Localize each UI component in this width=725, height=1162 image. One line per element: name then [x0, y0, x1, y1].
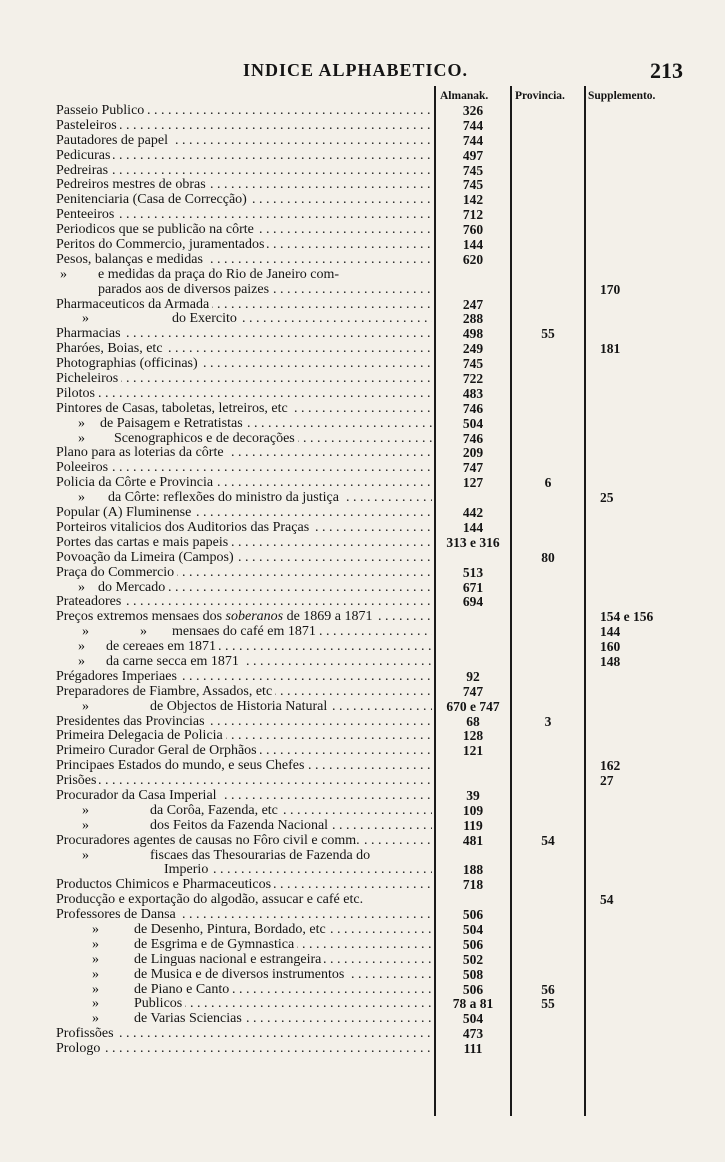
entry-label: Plano para as loterias da côrte . . .: [56, 446, 432, 461]
index-entry: [0, 268, 725, 283]
supplemento-ref: 170: [600, 281, 621, 297]
almanak-ref: 747: [462, 460, 484, 476]
index-entries: [0, 104, 725, 1057]
ditto-mark: »: [92, 951, 99, 967]
entry-label: Professores de Dansa . . .: [56, 908, 432, 923]
index-entry: [0, 149, 725, 164]
index-entry: [0, 1012, 725, 1027]
ditto-mark: »: [78, 430, 85, 446]
index-entry: [0, 819, 725, 834]
index-entry: [0, 938, 725, 953]
index-entry: [0, 119, 725, 134]
entry-label: da Corôa, Fazenda, etc . . .: [150, 804, 432, 819]
entry-label: Preços extremos mensaes dos soberanos de 1869 a 1871 . . .: [56, 610, 432, 625]
index-entry: [0, 1027, 725, 1042]
index-entry: [0, 417, 725, 432]
almanak-ref: 127: [462, 475, 484, 491]
ditto-mark: »: [78, 490, 85, 506]
almanak-ref: 504: [462, 921, 484, 937]
entry-label: Praça do Commercio . . .: [56, 566, 432, 581]
almanak-ref: 109: [462, 802, 484, 818]
almanak-ref: 481: [462, 832, 484, 848]
entry-label: Poleeiros . . .: [56, 461, 432, 476]
index-entry: [0, 566, 725, 581]
almanak-ref: 744: [462, 132, 484, 148]
entry-label: Pautadores de papel . . .: [56, 134, 432, 149]
almanak-ref: 483: [462, 385, 484, 401]
column-header-supplemento: Supplemento.: [588, 90, 656, 102]
index-entry: [0, 536, 725, 551]
supplemento-ref: 144: [600, 624, 621, 640]
almanak-ref: 504: [462, 1011, 484, 1027]
entry-label: Preparadores de Fiambre, Assados, etc . . .: [56, 685, 432, 700]
index-entry: [0, 342, 725, 357]
entry-label: Picheleiros . . .: [56, 372, 432, 387]
entry-label: mensaes do café em 1871 . . .: [172, 625, 432, 640]
almanak-ref: 249: [462, 341, 484, 357]
almanak-ref: 144: [462, 519, 484, 535]
entry-label: Producção e exportação do algodão, assucar e café etc.: [56, 893, 432, 908]
almanak-ref: 68: [466, 713, 480, 729]
index-entry: [0, 983, 725, 998]
index-entry: [0, 238, 725, 253]
index-entry: [0, 506, 725, 521]
index-entry: [0, 208, 725, 223]
almanak-ref: 513: [462, 564, 484, 580]
index-entry: [0, 521, 725, 536]
almanak-ref: 326: [462, 103, 484, 118]
index-entry: [0, 372, 725, 387]
page-number: 213: [650, 58, 683, 83]
index-entry: [0, 581, 725, 596]
entry-label: dos Feitos da Fazenda Nacional . . .: [150, 819, 432, 834]
entry-label: fiscaes das Thesourarias de Fazenda do: [150, 849, 432, 864]
provincia-ref: 6: [544, 475, 552, 491]
index-entry: [0, 863, 725, 878]
entry-label: Procurador da Casa Imperial . . .: [56, 789, 432, 804]
index-entry: [0, 402, 725, 417]
almanak-ref: 144: [462, 237, 484, 253]
almanak-ref: 671: [462, 579, 484, 595]
almanak-ref: 506: [462, 936, 484, 952]
entry-label: Primeiro Curador Geral de Orphãos . . .: [56, 744, 432, 759]
index-entry: [0, 178, 725, 193]
ditto-mark: »: [82, 698, 89, 714]
index-entry: [0, 610, 725, 625]
ditto-mark: »: [82, 311, 89, 327]
ditto-mark: »: [78, 579, 85, 595]
index-entry: [0, 893, 725, 908]
index-entry: [0, 551, 725, 566]
index-entry: [0, 223, 725, 238]
entry-label: e medidas da praça do Rio de Janeiro com-: [98, 268, 432, 283]
index-entry: [0, 461, 725, 476]
index-entry: [0, 164, 725, 179]
index-entry: [0, 640, 725, 655]
entry-label: Pesos, balanças e medidas . . .: [56, 253, 432, 268]
almanak-ref: 288: [462, 311, 484, 327]
almanak-ref: 745: [462, 162, 484, 178]
almanak-ref: 39: [466, 787, 480, 803]
ditto-mark: »: [92, 996, 99, 1012]
entry-label: Peritos do Commercio, juramentados . . .: [56, 238, 432, 253]
entry-label: Scenographicos e de decorações . . .: [114, 432, 432, 447]
ditto-mark: »: [82, 847, 89, 863]
index-entry: [0, 193, 725, 208]
almanak-ref: 745: [462, 177, 484, 193]
supplemento-ref: 25: [600, 490, 614, 506]
ditto-mark: »: [78, 415, 85, 431]
ditto-mark: »: [140, 624, 147, 640]
almanak-ref: 121: [462, 743, 484, 759]
entry-label: da carne secca em 1871 . . .: [106, 655, 432, 670]
ditto-mark: »: [78, 639, 85, 655]
entry-label: Povoação da Limeira (Campos) . . .: [56, 551, 432, 566]
entry-label: Photographias (officinas) . . .: [56, 357, 432, 372]
provincia-ref: 56: [541, 981, 555, 997]
supplemento-ref: 148: [600, 653, 621, 669]
index-entry: [0, 476, 725, 491]
almanak-ref: 442: [462, 505, 484, 521]
index-entry: [0, 849, 725, 864]
page-header: [0, 60, 725, 84]
ditto-mark: »: [92, 1011, 99, 1027]
index-entry: [0, 997, 725, 1012]
entry-label: de Varias Sciencias . . .: [134, 1012, 432, 1027]
index-entry: [0, 387, 725, 402]
entry-label: de Linguas nacional e estrangeira . . .: [134, 953, 432, 968]
entry-label: Periodicos que se publicão na côrte . . .: [56, 223, 432, 238]
entry-label: de Musica e de diversos instrumentos . . .: [134, 968, 432, 983]
entry-label: Prégadores Imperiaes . . .: [56, 670, 432, 685]
index-entry: [0, 595, 725, 610]
supplemento-ref: 154 e 156: [600, 609, 654, 625]
page-title: INDICE ALPHABETICO.: [243, 60, 469, 80]
index-entry: [0, 134, 725, 149]
index-entry: [0, 104, 725, 119]
almanak-ref: 694: [462, 594, 484, 610]
entry-label: Penteeiros . . .: [56, 208, 432, 223]
ditto-mark: »: [92, 936, 99, 952]
column-header-almanak: Almanak.: [440, 90, 489, 102]
entry-label: Prateadores . . .: [56, 595, 432, 610]
ditto-mark: »: [78, 653, 85, 669]
index-entry: [0, 446, 725, 461]
entry-label: Pintores de Casas, taboletas, letreiros, etc . . .: [56, 402, 432, 417]
almanak-ref: 744: [462, 117, 484, 133]
index-entry: [0, 968, 725, 983]
entry-label: de cereaes em 1871 . . .: [106, 640, 432, 655]
column-header-provincia: Provincia.: [515, 90, 565, 102]
entry-label: Pharmacias . . .: [56, 327, 432, 342]
index-entry: [0, 789, 725, 804]
almanak-ref: 747: [462, 683, 484, 699]
entry-label: Pedreiras . . .: [56, 164, 432, 179]
supplemento-ref: 181: [600, 341, 621, 357]
almanak-ref: 209: [462, 445, 484, 461]
index-entry: [0, 804, 725, 819]
index-entry: [0, 357, 725, 372]
index-entry: [0, 253, 725, 268]
entry-label: Porteiros vitalicios dos Auditorios das Praças . . .: [56, 521, 432, 536]
entry-label: Pasteleiros . . .: [56, 119, 432, 134]
almanak-ref: 760: [462, 222, 484, 238]
ditto-mark: »: [82, 624, 89, 640]
almanak-ref: 508: [462, 966, 484, 982]
index-entry: [0, 685, 725, 700]
almanak-ref: 473: [462, 1026, 484, 1042]
almanak-ref: 718: [462, 877, 484, 893]
entry-label: Pilotos . . .: [56, 387, 432, 402]
index-entry: [0, 908, 725, 923]
index-entry: [0, 878, 725, 893]
entry-label: Popular (A) Fluminense . . .: [56, 506, 432, 521]
entry-label: de Esgrima e de Gymnastica . . .: [134, 938, 432, 953]
almanak-ref: 188: [462, 862, 484, 878]
entry-label: Portes das cartas e mais papeis . . .: [56, 536, 432, 551]
almanak-ref: 142: [462, 192, 484, 208]
supplemento-ref: 162: [600, 758, 621, 774]
entry-label: Prologo . . .: [56, 1042, 432, 1057]
entry-label: Penitenciaria (Casa de Correcção) . . .: [56, 193, 432, 208]
almanak-ref: 504: [462, 415, 484, 431]
entry-label: do Exercito . . .: [172, 312, 432, 327]
entry-label: parados aos de diversos paizes . . .: [98, 283, 432, 298]
almanak-ref: 502: [462, 951, 484, 967]
almanak-ref: 498: [462, 326, 484, 342]
ditto-mark: »: [82, 802, 89, 818]
almanak-ref: 712: [462, 207, 484, 223]
index-entry: [0, 312, 725, 327]
index-entry: [0, 655, 725, 670]
almanak-ref: 313 e 316: [446, 534, 500, 550]
entry-label: Prisões . . .: [56, 774, 432, 789]
entry-label: de Piano e Canto . . .: [134, 983, 432, 998]
index-entry: [0, 715, 725, 730]
index-entry: [0, 729, 725, 744]
supplemento-ref: 27: [600, 773, 614, 789]
index-entry: [0, 670, 725, 685]
entry-label: Pedicuras . . .: [56, 149, 432, 164]
entry-label: Imperio . . .: [164, 863, 432, 878]
almanak-ref: 119: [463, 817, 483, 833]
provincia-ref: 55: [541, 326, 555, 342]
entry-label: Procuradores agentes de causas no Fôro civil e comm. . . .: [56, 834, 432, 849]
provincia-ref: 54: [541, 832, 555, 848]
almanak-ref: 670 e 747: [446, 698, 500, 714]
entry-label: Pharóes, Boias, etc . . .: [56, 342, 432, 357]
index-entry: [0, 491, 725, 506]
index-entry: [0, 700, 725, 715]
almanak-ref: 111: [463, 1041, 483, 1057]
entry-label: da Côrte: reflexões do ministro da justiça . . .: [108, 491, 432, 506]
entry-label: do Mercado . . .: [98, 581, 432, 596]
almanak-ref: 745: [462, 356, 484, 372]
ditto-mark: »: [60, 266, 67, 282]
entry-label: Profissões . . .: [56, 1027, 432, 1042]
entry-label: de Paisagem e Retratistas . . .: [100, 417, 432, 432]
index-entry: [0, 625, 725, 640]
index-entry: [0, 774, 725, 789]
provincia-ref: 55: [541, 996, 555, 1012]
ditto-mark: »: [92, 981, 99, 997]
almanak-ref: 78 a 81: [452, 996, 494, 1012]
almanak-ref: 497: [462, 147, 484, 163]
entry-label: Productos Chimicos e Pharmaceuticos . . .: [56, 878, 432, 893]
entry-label: Primeira Delegacia de Policia . . .: [56, 729, 432, 744]
almanak-ref: 92: [466, 668, 480, 684]
supplemento-ref: 160: [600, 639, 621, 655]
entry-label: Policia da Côrte e Provincia . . .: [56, 476, 432, 491]
index-entry: [0, 759, 725, 774]
index-entry: [0, 432, 725, 447]
entry-label: de Objectos de Historia Natural . . .: [150, 700, 432, 715]
almanak-ref: 746: [462, 400, 484, 416]
almanak-ref: 506: [462, 907, 484, 923]
ditto-mark: »: [82, 817, 89, 833]
almanak-ref: 506: [462, 981, 484, 997]
index-entry: [0, 298, 725, 313]
ditto-mark: »: [92, 966, 99, 982]
almanak-ref: 722: [462, 371, 484, 387]
entry-label: Principaes Estados do mundo, e seus Chefes . . .: [56, 759, 432, 774]
entry-label: Passeio Publico . . .: [56, 104, 432, 119]
entry-label: de Desenho, Pintura, Bordado, etc . . .: [134, 923, 432, 938]
index-entry: [0, 327, 725, 342]
index-entry: [0, 953, 725, 968]
index-entry: [0, 834, 725, 849]
almanak-ref: 128: [462, 728, 484, 744]
almanak-ref: 247: [462, 296, 484, 312]
almanak-ref: 620: [462, 251, 484, 267]
provincia-ref: 3: [544, 713, 552, 729]
entry-label: Presidentes das Provincias . . .: [56, 715, 432, 730]
index-entry: [0, 923, 725, 938]
ditto-mark: »: [92, 921, 99, 937]
supplemento-ref: 54: [600, 892, 614, 908]
entry-label: Pharmaceuticos da Armada . . .: [56, 298, 432, 313]
index-entry: [0, 744, 725, 759]
provincia-ref: 80: [541, 549, 555, 565]
index-entry: [0, 1042, 725, 1057]
entry-label: Publicos . . .: [134, 997, 432, 1012]
index-entry: [0, 283, 725, 298]
almanak-ref: 746: [462, 430, 484, 446]
entry-label: Pedreiros mestres de obras . . .: [56, 178, 432, 193]
